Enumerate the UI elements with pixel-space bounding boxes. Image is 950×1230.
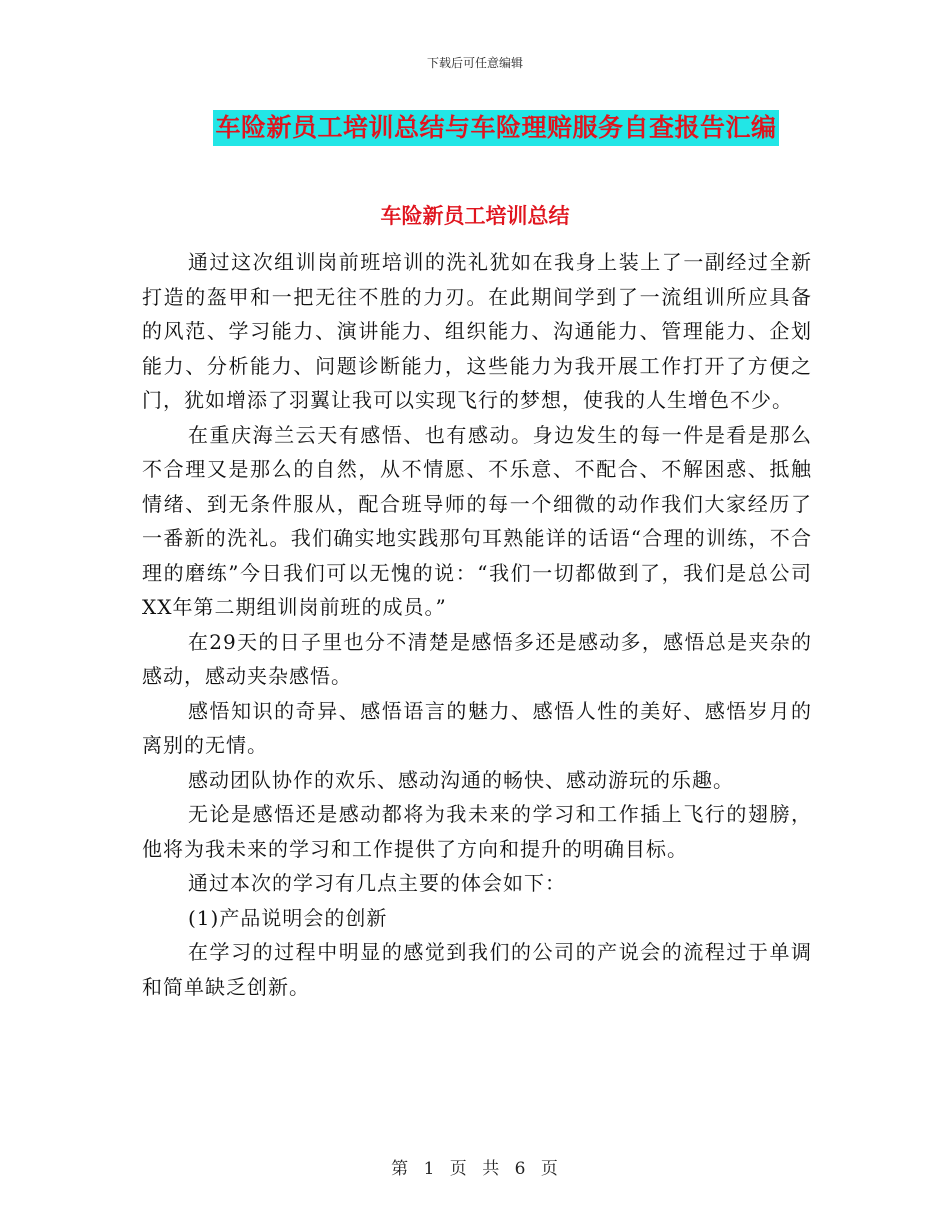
footer-page-word: 页 (449, 1159, 468, 1179)
section-title: 车险新员工培训总结 (380, 204, 570, 228)
document-title: 车险新员工培训总结与车险理赔服务自查报告汇编 (213, 110, 778, 146)
footer-prefix: 第 (391, 1159, 410, 1179)
paragraph: 在重庆海兰云天有感悟、也有感动。身边发生的每一件是看是那么不合理又是那么的自然，从不情愿、不乐意、不配合、不解困惑、抵触情绪、到无条件服从，配合班导师的每一个细微的动作我们大家经历了一番新的洗礼。我们确实地实践那句耳熟能详的话语“合理的训练，不合理的磨练”今日我们可以无愧的说：“我们一切都做到了，我们是总公司XX年第二期组训岗前班的成员。” (142, 422, 812, 619)
footer-total-word: 共 (482, 1159, 501, 1179)
paragraph: 通过本次的学习有几点主要的体会如下： (188, 871, 566, 895)
header-note: 下载后可任意编辑 (426, 56, 523, 70)
footer-current-page: 1 (423, 1159, 436, 1179)
paragraph: 在29天的日子里也分不清楚是感悟多还是感动多，感悟总是夹杂的感动，感动夹杂感悟。 (142, 629, 812, 688)
footer-total-pages: 6 (514, 1159, 527, 1179)
paragraph: 在学习的过程中明显的感觉到我们的公司的产说会的流程过于单调和简单缺乏创新。 (142, 940, 812, 999)
paragraph: 感动团队协作的欢乐、感动沟通的畅快、感动游玩的乐趣。 (188, 767, 734, 792)
document-title-container (0, 110, 950, 146)
paragraph: (1)产品说明会的创新 (188, 905, 388, 930)
page-footer (0, 1154, 950, 1179)
paragraph: 感悟知识的奇异、感悟语言的魅力、感悟人性的美好、感悟岁月的离别的无情。 (142, 698, 812, 757)
paragraph: 通过这次组训岗前班培训的洗礼犹如在我身上装上了一副经过全新打造的盔甲和一把无往不胜的力刃。在此期间学到了一流组训所应具备的风范、学习能力、演讲能力、组织能力、沟通能力、管理能力、企划能力、分析能力、问题诊断能力，这些能力为我开展工作打开了方便之门，犹如增添了羽翼让我可以实现飞行的梦想，使我的人生增色不少。 (142, 250, 812, 412)
paragraph: 无论是感悟还是感动都将为我未来的学习和工作插上飞行的翅膀，他将为我未来的学习和工作提供了方向和提升的明确目标。 (142, 802, 812, 861)
footer-suffix: 页 (540, 1159, 559, 1179)
body-text (142, 245, 812, 1004)
